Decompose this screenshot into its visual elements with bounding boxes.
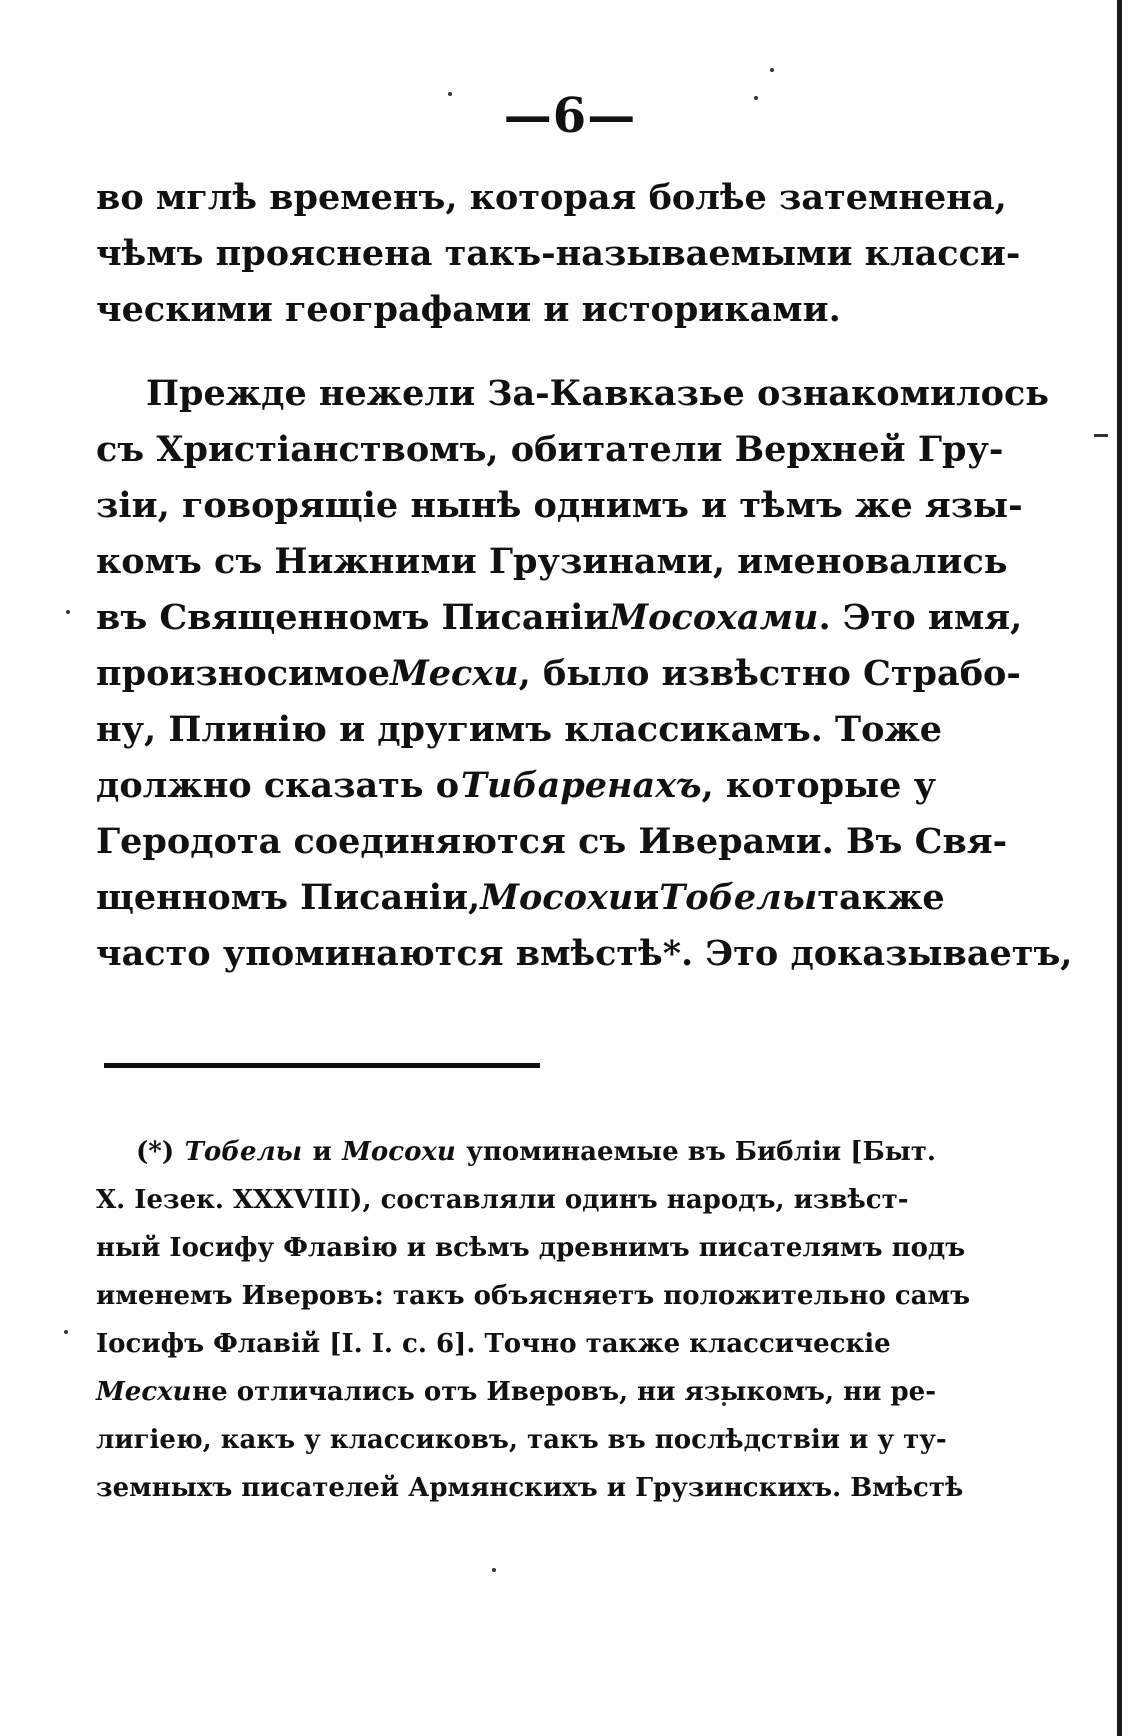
italic-name: Месхи xyxy=(389,653,519,694)
footnote-line: земныхъ писателей Армянскихъ и Грузинскихъ. Вмѣстѣ xyxy=(96,1473,964,1503)
text-line xyxy=(96,590,1023,646)
main-text xyxy=(96,170,1073,982)
italic-name: Мосохи xyxy=(342,1137,456,1167)
text-segment: произносимое xyxy=(96,653,390,694)
text-segment: , которые у xyxy=(701,765,936,806)
text-line: комъ съ Нижними Грузинами, именовались xyxy=(96,541,1008,582)
page-binding-edge xyxy=(1117,0,1122,1736)
footnote-mark: (*) xyxy=(136,1137,175,1167)
footnote-line xyxy=(96,1368,936,1416)
footnote-line: ный Іосифу Флавію и всѣмъ древнимъ писателямъ подъ xyxy=(96,1233,966,1263)
text-segment: , было извѣстно Страбо- xyxy=(518,653,1021,694)
text-segment xyxy=(609,590,1022,646)
text-line: Прежде нежели За-Кавказье ознакомилось xyxy=(146,373,1050,414)
page-number: —6— xyxy=(503,88,637,144)
text-line: Геродота соединяются съ Иверами. Въ Свя- xyxy=(96,821,1008,862)
text-line: съ Христіанствомъ, обитатели Верхней Гру- xyxy=(96,429,1004,470)
text-segment: въ Священномъ Писаніи xyxy=(96,597,610,638)
footnote-line: X. Iезек. XXXVIII), составляли одинъ народъ, извѣст- xyxy=(96,1185,909,1215)
text-line: чѣмъ прояснена такъ-называемыми класси- xyxy=(96,233,1021,274)
footnote-line: лигіею, какъ у классиковъ, такъ въ послѣдствіи и у ту- xyxy=(96,1425,947,1455)
print-speck xyxy=(66,610,70,614)
print-speck xyxy=(770,68,774,72)
italic-name: Месхи xyxy=(96,1377,192,1407)
paragraph-gap xyxy=(96,338,936,366)
text-line xyxy=(96,758,936,814)
footnote-line: именемъ Иверовъ: такъ объясняетъ положительно самъ xyxy=(96,1281,971,1311)
italic-name: Мосохи xyxy=(480,877,634,918)
text-segment xyxy=(461,758,936,814)
italic-name: Тибаренахъ xyxy=(460,765,702,806)
text-line: во мглѣ временъ, которая болѣе затемнена, xyxy=(96,177,1007,218)
text-line xyxy=(96,646,1021,702)
text-segment: щенномъ Писаніи, xyxy=(96,877,481,918)
print-speck xyxy=(1094,434,1108,437)
footnote-line: Іосифъ Флавій [I. I. с. 6]. Точно также классическіе xyxy=(96,1329,891,1359)
text-line: зіи, говорящіе нынѣ однимъ и тѣмъ же язы- xyxy=(96,485,1023,526)
text-line: ну, Плинію и другимъ классикамъ. Тоже xyxy=(96,709,943,750)
italic-name: Тобелы xyxy=(659,877,818,918)
text-segment xyxy=(390,646,1021,702)
text-line: ческими географами и историками. xyxy=(96,289,841,330)
italic-name: Тобелы xyxy=(184,1137,303,1167)
text-segment: упоминаемые въ Библіи [Быт. xyxy=(466,1137,936,1167)
footnote-line xyxy=(96,1128,936,1176)
italic-name: Мосохами xyxy=(609,597,819,638)
print-speck xyxy=(64,1330,68,1334)
text-segment: также xyxy=(817,877,945,918)
text-segment: должно сказать о xyxy=(96,765,460,806)
print-speck xyxy=(492,1568,496,1572)
text-line xyxy=(96,870,945,926)
footnote-rule xyxy=(104,1063,540,1068)
text-segment: не отличались отъ Иверовъ, ни языкомъ, ни ре- xyxy=(192,1377,936,1407)
text-segment: и xyxy=(633,877,660,918)
text-line: часто упоминаются вмѣстѣ*. Это доказываетъ, xyxy=(96,933,1073,974)
text-segment: и xyxy=(312,1137,332,1167)
footnote xyxy=(96,1128,971,1512)
text-segment: . Это имя, xyxy=(818,597,1023,638)
